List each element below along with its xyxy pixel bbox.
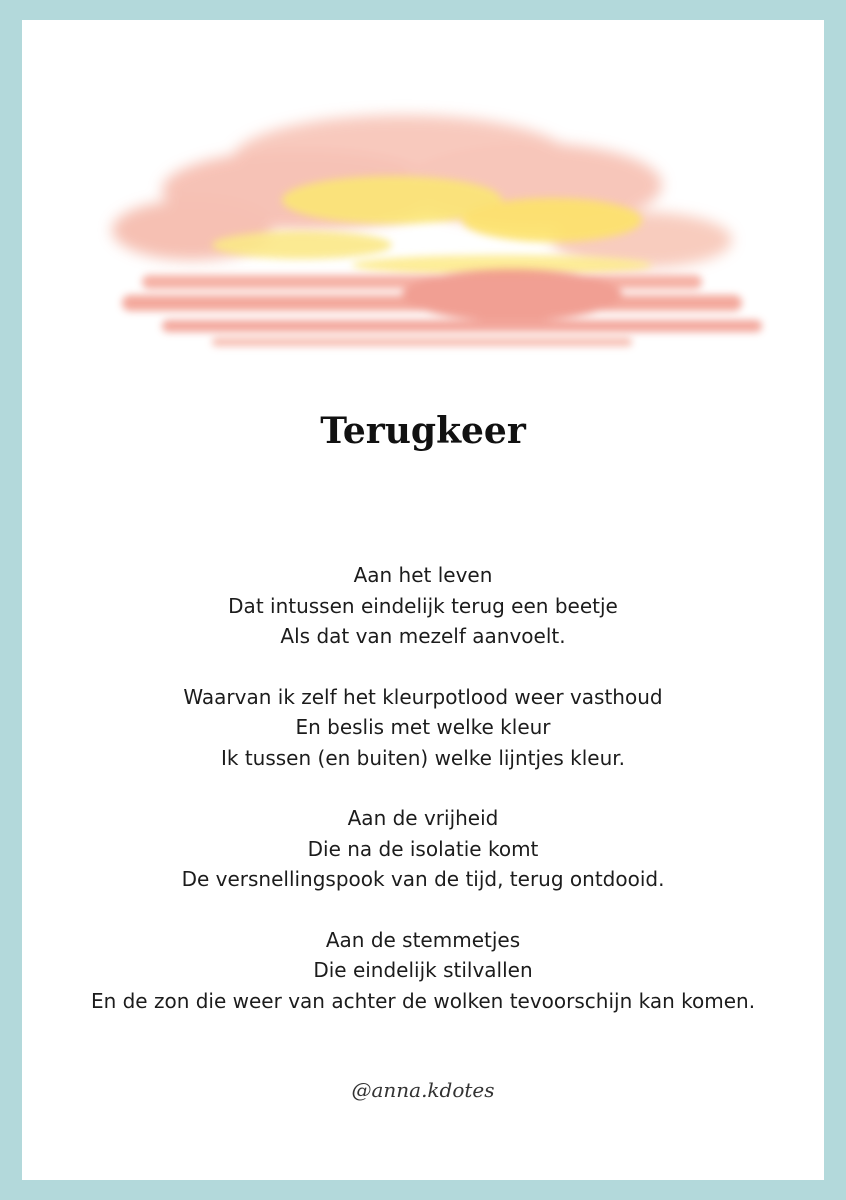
- poem-title: Terugkeer: [320, 410, 526, 452]
- poem-line: Die eindelijk stilvallen: [313, 958, 533, 982]
- poem-line: En beslis met welke kleur: [295, 715, 551, 739]
- poem-line: Aan de vrijheid: [347, 806, 499, 830]
- poem-line: Dat intussen eindelijk terug een beetje: [228, 593, 618, 618]
- poem-line: Ik tussen (en buiten) welke lijntjes kleur.: [220, 745, 626, 770]
- poem-line: Die na de isolatie komt: [307, 836, 539, 861]
- stanza: [22, 682, 824, 774]
- poem-line: De versnellingspook van de tijd, terug ontdooid.: [181, 867, 665, 891]
- poem-card: [22, 20, 824, 1180]
- poem-line: En de zon die weer van achter de wolken tevoorschijn kan komen.: [90, 988, 756, 1013]
- stanza: [22, 925, 824, 1017]
- poem-body: [22, 560, 824, 1046]
- author-signature: @anna.kdotes: [351, 1078, 495, 1102]
- stanza: [22, 560, 824, 652]
- watercolor-sunset-clouds: [82, 80, 772, 370]
- poem-line: Aan het leven: [353, 563, 493, 587]
- poem-line: Waarvan ik zelf het kleurpotlood weer vasthoud: [183, 684, 663, 709]
- poem-line: Aan de stemmetjes: [325, 927, 521, 952]
- stanza: [22, 803, 824, 895]
- poem-line: Als dat van mezelf aanvoelt.: [280, 624, 566, 648]
